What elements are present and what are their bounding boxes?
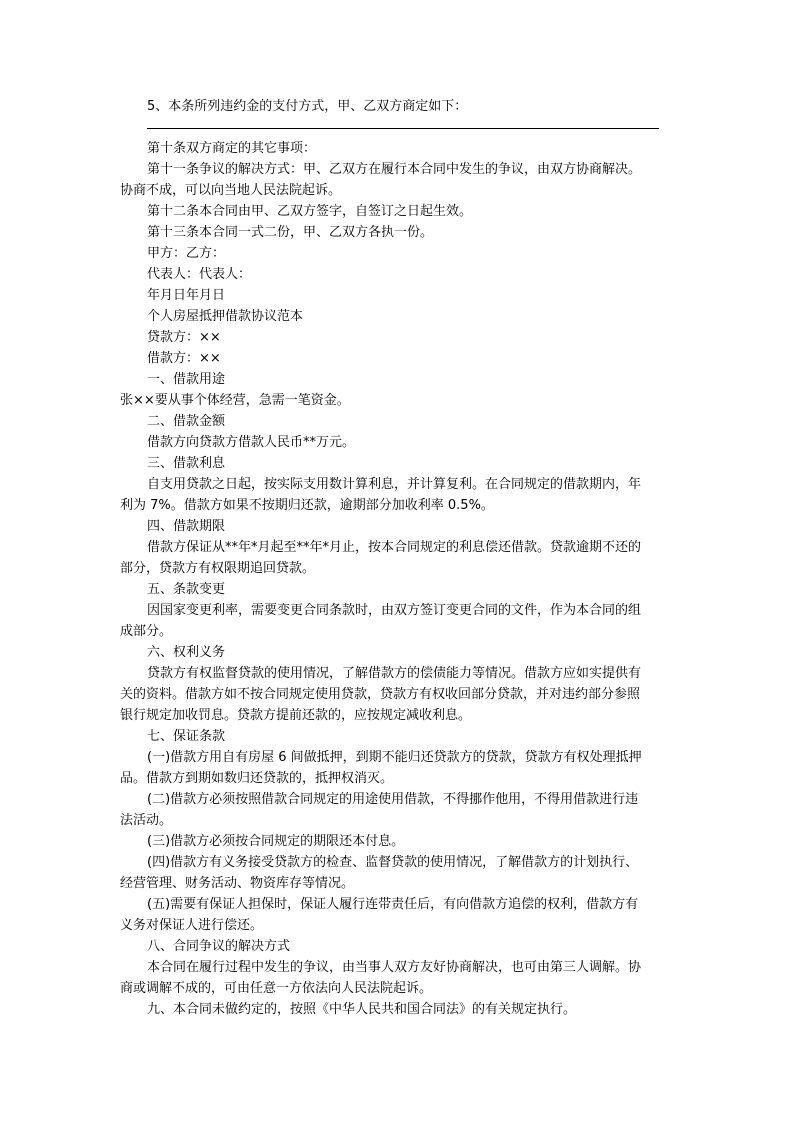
- lender-line: 贷款方：××: [147, 330, 221, 345]
- section-heading: 九、本合同未做约定的，按照《中华人民共和国合同法》的有关规定执行。: [147, 1002, 577, 1017]
- paragraph-line: 自支用贷款之日起，按实际支用数计算利息，并计算复利。在合同规定的借款期内，年: [147, 477, 642, 492]
- paragraph-line: 部分，贷款方有权限期追回贷款。: [120, 561, 316, 576]
- paragraph: 第十条双方商定的其它事项：: [147, 141, 317, 156]
- paragraph-line: (二)借款方必须按照借款合同规定的用途使用借款，不得挪作他用，不得用借款进行违: [147, 792, 639, 807]
- paragraph-line: 贷款方有权监督贷款的使用情况，了解借款方的偿债能力等情况。借款方应如实提供有: [147, 666, 642, 681]
- paragraph-line: 成部分。: [120, 624, 173, 639]
- paragraph: 第十二条本合同由甲、乙双方签字，自签订之日起生效。: [147, 204, 473, 219]
- paragraph-line: 第十一条争议的解决方式：甲、乙双方在履行本合同中发生的争议，由双方协商解决。: [147, 162, 642, 177]
- paragraph: (三)借款方必须按合同规定的期限还本付息。: [147, 834, 405, 849]
- paragraph-line: 经营管理、财务活动、物资库存等情况。: [120, 876, 355, 891]
- blank-fill-line: [147, 117, 692, 138]
- paragraph: [120, 747, 692, 789]
- paragraph: [120, 663, 692, 726]
- section-heading: 四、借款期限: [147, 519, 226, 534]
- paragraph: [120, 159, 692, 201]
- paragraph-line: 本合同在履行过程中发生的争议，由当事人双方友好协商解决，也可由第三人调解。协: [147, 960, 642, 975]
- signature-party-line: 甲方：乙方：: [147, 246, 226, 261]
- paragraph: [120, 537, 692, 579]
- paragraph-line: (四)借款方有义务接受贷款方的检查、监督贷款的使用情况，了解借款方的计划执行、: [147, 855, 639, 870]
- section-heading: 七、保证条款: [147, 729, 226, 744]
- paragraph-line: 张××要从事个体经营，急需一笔资金。: [120, 393, 350, 408]
- section-heading: 五、条款变更: [147, 582, 226, 597]
- section-heading: 二、借款金额: [147, 414, 226, 429]
- paragraph-line: (一)借款方用自有房屋 6 间做抵押，到期不能归还贷款方的贷款，贷款方有权处理抵押: [147, 750, 642, 765]
- section-heading: 一、借款用途: [147, 372, 226, 387]
- paragraph-line: 义务对保证人进行偿还。: [120, 918, 264, 933]
- paragraph-line: 商或调解不成的，可由任意一方依法向人民法院起诉。: [120, 981, 433, 996]
- paragraph-line: 协商不成，可以向当地人民法院起诉。: [120, 183, 342, 198]
- paragraph: 借款方向贷款方借款人民币**万元。: [147, 435, 356, 450]
- section-heading: 六、权利义务: [147, 645, 226, 660]
- paragraph-line: 借款方保证从**年*月起至**年*月止，按本合同规定的利息偿还借款。贷款逾期不还的: [147, 540, 642, 555]
- paragraph-line: 品。借款方到期如数归还贷款的，抵押权消灭。: [120, 771, 394, 786]
- section-heading: 八、合同争议的解决方式: [147, 939, 291, 954]
- paragraph: [120, 600, 692, 642]
- document-body: [120, 96, 692, 1020]
- document-title: 个人房屋抵押借款协议范本: [147, 309, 304, 324]
- signature-representative-line: 代表人：代表人：: [147, 267, 252, 282]
- paragraph: [120, 789, 692, 831]
- borrower-line: 借款方：××: [147, 351, 221, 366]
- paragraph-line: 关的资料。借款方如不按合同规定使用贷款，贷款方有权收回部分贷款，并对违约部分参照: [120, 687, 641, 702]
- signature-date-line: 年月日年月日: [147, 288, 226, 303]
- paragraph-line: 因国家变更利率，需要变更合同条款时，由双方签订变更合同的文件，作为本合同的组: [147, 603, 642, 618]
- paragraph-line: 银行规定加收罚息。贷款方提前还款的，应按规定减收利息。: [120, 708, 472, 723]
- paragraph: [120, 894, 692, 936]
- paragraph: [120, 390, 692, 411]
- paragraph-line: 利为 7%。借款方如果不按期归还款，逾期部分加收利率 0.5%。: [120, 498, 494, 513]
- paragraph: [120, 474, 692, 516]
- paragraph: 5、本条所列违约金的支付方式，甲、乙双方商定如下：: [147, 99, 468, 114]
- section-heading: 三、借款利息: [147, 456, 226, 471]
- paragraph-line: (五)需要有保证人担保时，保证人履行连带责任后，有向借款方追偿的权利，借款方有: [147, 897, 639, 912]
- paragraph: [120, 852, 692, 894]
- paragraph-line: 法活动。: [120, 813, 173, 828]
- paragraph: 第十三条本合同一式二份，甲、乙双方各执一份。: [147, 225, 434, 240]
- paragraph: [120, 957, 692, 999]
